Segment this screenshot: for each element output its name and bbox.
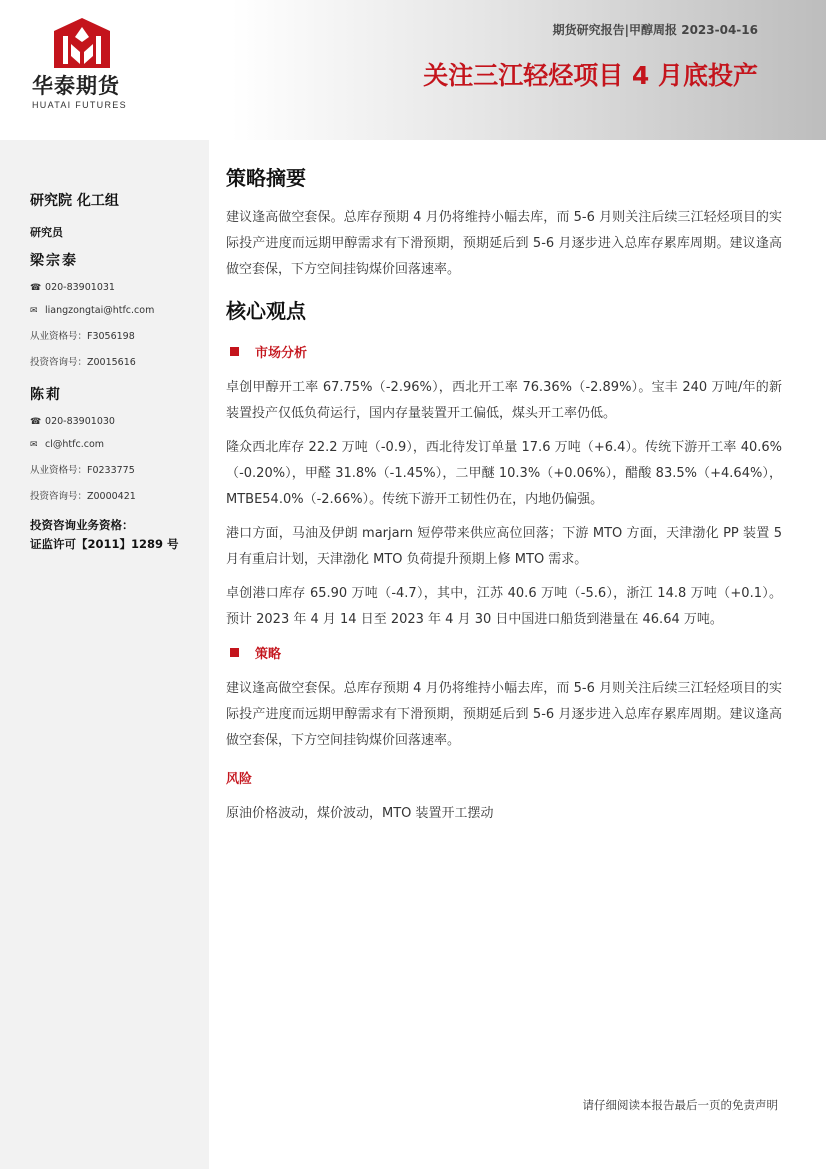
analyst-name: 陈莉 <box>30 387 62 403</box>
bullet-square-icon <box>230 648 239 657</box>
qualification-license: 证监许可【2011】1289 号 <box>30 537 179 551</box>
logo-english-name: HUATAI FUTURES <box>32 100 127 110</box>
mail-icon: ✉ <box>30 440 38 450</box>
report-header <box>0 0 826 140</box>
subsection-risk: 风险 <box>226 772 253 787</box>
phone-icon: ☎ <box>30 283 42 293</box>
market-paragraph: 卓创甲醇开工率 67.75%（-2.96%），西北开工率 76.36%（-2.89%）。宝丰 240 万吨/年的新装置投产仅低负荷运行，国内存量装置开工偏低，煤头开工率仍低。 <box>226 380 782 421</box>
market-paragraph: 隆众西北库存 22.2 万吨（-0.9），西北待发订单量 17.6 万吨（+6.4）。传统下游开工率 40.6%（-0.20%），甲醛 31.8%（-1.45%），二甲醚 10.3%（+0.06%），醋酸 83.5%（+4.64%），MTBE54.0%（-2.66%）。传统下游开工韧性仍在，内地仍偏强。 <box>226 440 782 507</box>
huatai-logo-icon <box>54 18 110 68</box>
analyst-email[interactable]: ✉ liangzongtai@htfc.com <box>30 305 155 316</box>
logo-chinese-name: 华泰期货 <box>32 74 120 98</box>
department: 研究院 化工组 <box>30 193 119 209</box>
role-label: 研究员 <box>30 226 63 239</box>
analyst-invest-id: 投资咨询号：Z0015616 <box>30 357 136 368</box>
phone-icon: ☎ <box>30 417 42 427</box>
qualification-block <box>30 516 205 554</box>
section-title-core-views: 核心观点 <box>226 299 306 323</box>
mail-icon: ✉ <box>30 306 38 316</box>
market-paragraph: 卓创港口库存 65.90 万吨（-4.7），其中，江苏 40.6 万吨（-5.6），浙江 14.8 万吨（+0.1）。预计 2023 年 4 月 14 日至 2023 年 4 月 30 日中国进口船货到港量在 46.64 万吨。 <box>226 586 782 627</box>
analyst-phone: ☎ 020-83901030 <box>30 416 115 427</box>
report-title: 关注三江轻烃项目 4 月底投产 <box>423 61 758 90</box>
analyst-sidebar <box>0 140 209 1169</box>
report-type-date: 期货研究报告|甲醇周报 2023-04-16 <box>552 23 758 37</box>
summary-paragraph: 建议逢高做空套保。总库存预期 4 月仍将维持小幅去库，而 5-6 月则关注后续三江轻烃项目的实际投产进度而远期甲醇需求有下滑预期，预期延后到 5-6 月逐步进入总库存累库周期。建议逢高做空套保，下方空间挂钩煤价回落速率。 <box>226 210 782 277</box>
bullet-square-icon <box>230 347 239 356</box>
disclaimer-note: 请仔细阅读本报告最后一页的免责声明 <box>582 1098 778 1112</box>
section-title-summary: 策略摘要 <box>226 166 306 190</box>
market-paragraph: 港口方面，马油及伊朗 marjarn 短停带来供应高位回落；下游 MTO 方面，天津渤化 PP 装置 5 月有重启计划，天津渤化 MTO 负荷提升预期上修 MTO 需求。 <box>226 526 782 567</box>
qualification-label: 投资咨询业务资格： <box>30 518 134 532</box>
report-body <box>226 162 782 827</box>
risk-paragraph: 原油价格波动，煤价波动，MTO 装置开工摆动 <box>226 806 494 821</box>
analyst-license: 从业资格号：F0233775 <box>30 465 135 476</box>
subsection-strategy: 策略 <box>226 643 782 662</box>
strategy-paragraph: 建议逢高做空套保。总库存预期 4 月仍将维持小幅去库，而 5-6 月则关注后续三江轻烃项目的实际投产进度而远期甲醇需求有下滑预期，预期延后到 5-6 月逐步进入总库存累库周期。建议逢高做空套保，下方空间挂钩煤价回落速率。 <box>226 681 782 748</box>
subsection-market-analysis: 市场分析 <box>226 342 782 361</box>
analyst-email[interactable]: ✉ cl@htfc.com <box>30 439 105 450</box>
analyst-name: 梁宗泰 <box>30 253 78 269</box>
analyst-license: 从业资格号：F3056198 <box>30 331 135 342</box>
analyst-invest-id: 投资咨询号：Z0000421 <box>30 491 136 502</box>
analyst-phone: ☎ 020-83901031 <box>30 282 115 293</box>
